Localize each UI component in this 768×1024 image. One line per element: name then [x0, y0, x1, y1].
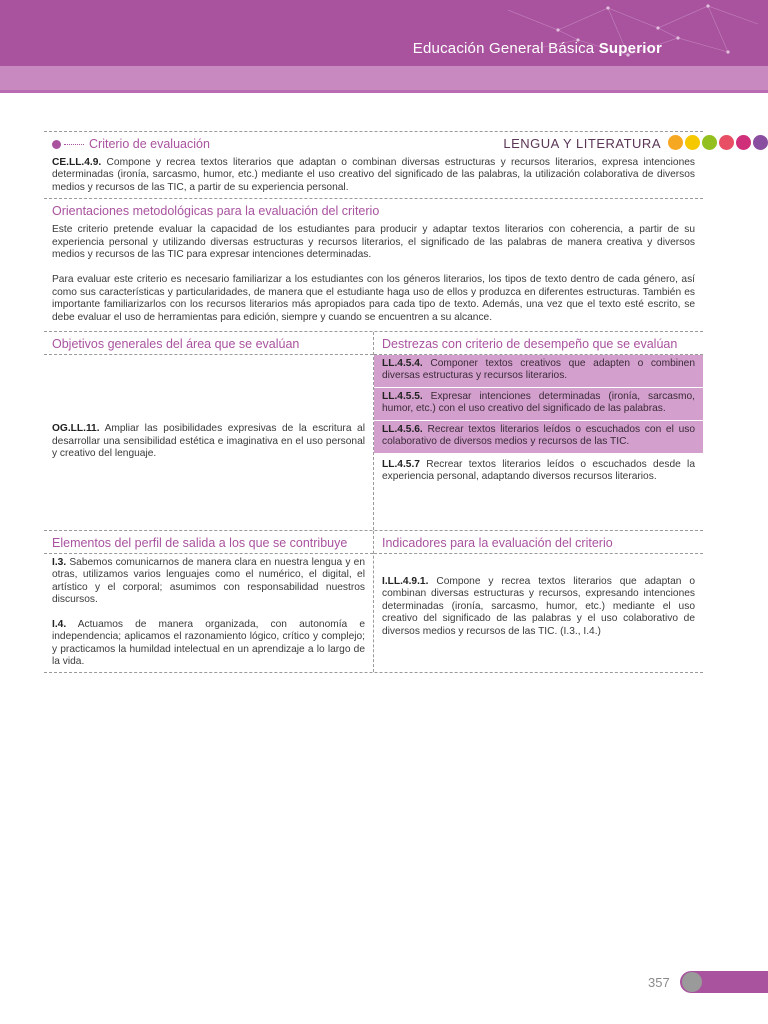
- dotted-line-icon: [64, 144, 84, 145]
- color-dot: [702, 135, 717, 150]
- destrezas-heading: Destrezas con criterio de desempeño que se evalúan: [382, 337, 678, 352]
- page-number: 357: [648, 975, 670, 990]
- perfil-heading: Elementos del perfil de salida a los que se contribuye: [52, 536, 348, 551]
- indicador-i-ll-4-9-1: I.LL.4.9.1. Compone y recrea textos literarios que adaptan o combinan diversas estructuras y recursos, expresando intenciones determinadas (ironía, sarcasmo, humor, etc.) mediante el uso creativo del significado de las palabras y el uso colaborativo de diversos medios y recursos de las TIC. (I.3., I.4.): [382, 576, 695, 637]
- destreza-item: LL.4.5.4. Componer textos creativos que adapten o combinen diversas estructuras y recursos literarios.: [374, 355, 703, 388]
- perfil-column: [44, 531, 373, 672]
- header-title: Educación General Básica Superior: [412, 40, 662, 57]
- color-dot: [753, 135, 768, 150]
- evaluation-sheet: [44, 131, 703, 673]
- bullet-icon: [52, 140, 61, 149]
- orientaciones-p2: Para evaluar este criterio es necesario familiarizar a los estudiantes con los géneros literarios, los tipos de texto dentro de cada género, así como sus características y particularidades, de manera que el estudiante haga uso de ellos y produzca en diferentes estructuras. También es importante familiarizarlos con los recursos literarios más apropiados para cada tipo de texto. Además, una vez que el texto esté escrito, se debe evaluar el uso de herramientas para edición, siempre y cuando se encuentren a su alcance.: [52, 274, 695, 323]
- objetivo-og-ll-11: OG.LL.11. Ampliar las posibilidades expresivas de la escritura al desarrollar una sensibilidad estética e imaginativa en el uso personal y creativo del lenguaje.: [52, 423, 365, 460]
- objetivos-destrezas-table: [44, 332, 703, 530]
- orientaciones-heading: Orientaciones metodológicas para la evaluación del criterio: [52, 204, 380, 219]
- destreza-item: LL.4.5.5. Expresar intenciones determinadas (ironía, sarcasmo, humor, etc.) con el uso creativo del significado de las palabras.: [374, 388, 703, 421]
- perfil-item-i3: I.3. Sabemos comunicarnos de manera clara en nuestra lengua y en otras, utilizamos varios lenguajes como el numérico, el digital, el artístico y el corporal; asumimos con responsabilidad nuestros discursos.: [52, 557, 365, 606]
- color-dot: [719, 135, 734, 150]
- header-band: [0, 0, 768, 66]
- orientaciones-p1: Este criterio pretende evaluar la capacidad de los estudiantes para producir y adaptar textos literarios con coherencia, a partir de su experiencia personal y utilizando diversas estructuras y recursos literarios, el significado de las palabras de manera creativa y diversos medios y recursos de las TIC para expresar intenciones determinadas.: [52, 224, 695, 261]
- destreza-item: LL.4.5.6. Recrear textos literarios leídos o escuchados con el uso colaborativo de diversos medios y recursos de las TIC.: [374, 421, 703, 454]
- header-divider: [0, 90, 768, 93]
- criterio-heading: Criterio de evaluación: [44, 132, 703, 154]
- objetivos-heading: Objetivos generales del área que se evalúan: [52, 337, 300, 352]
- destreza-item: LL.4.5.7 Recrear textos literarios leídos o escuchados desde la experiencia personal, adaptando diversos recursos literarios.: [382, 458, 695, 482]
- subject-label: LENGUA Y LITERATURA: [503, 136, 661, 151]
- perfil-indicadores-table: [44, 531, 703, 672]
- indicadores-column: [373, 531, 703, 672]
- footer-knob: [682, 972, 702, 992]
- indicadores-heading: Indicadores para la evaluación del criterio: [382, 536, 613, 551]
- destrezas-column: [373, 332, 703, 530]
- objetivos-column: [44, 332, 373, 530]
- color-dot: [736, 135, 751, 150]
- criterio-text: CE.LL.4.9. Compone y recrea textos literarios que adaptan o combinan diversas estructuras y recursos literarios, expresa intenciones determinadas (ironía, sarcasmo, humor, etc.) mediante el uso creativo del significado de las palabras, la utilización colaborativa de diversos medios y recursos de las TIC, a partir de su experiencia personal.: [52, 157, 695, 193]
- perfil-item-i4: I.4. Actuamos de manera organizada, con autonomía e independencia; aplicamos el razonamiento lógico, crítico y complejo; y practicamos la humildad intelectual en un aprendizaje a lo largo de la vida.: [52, 618, 365, 667]
